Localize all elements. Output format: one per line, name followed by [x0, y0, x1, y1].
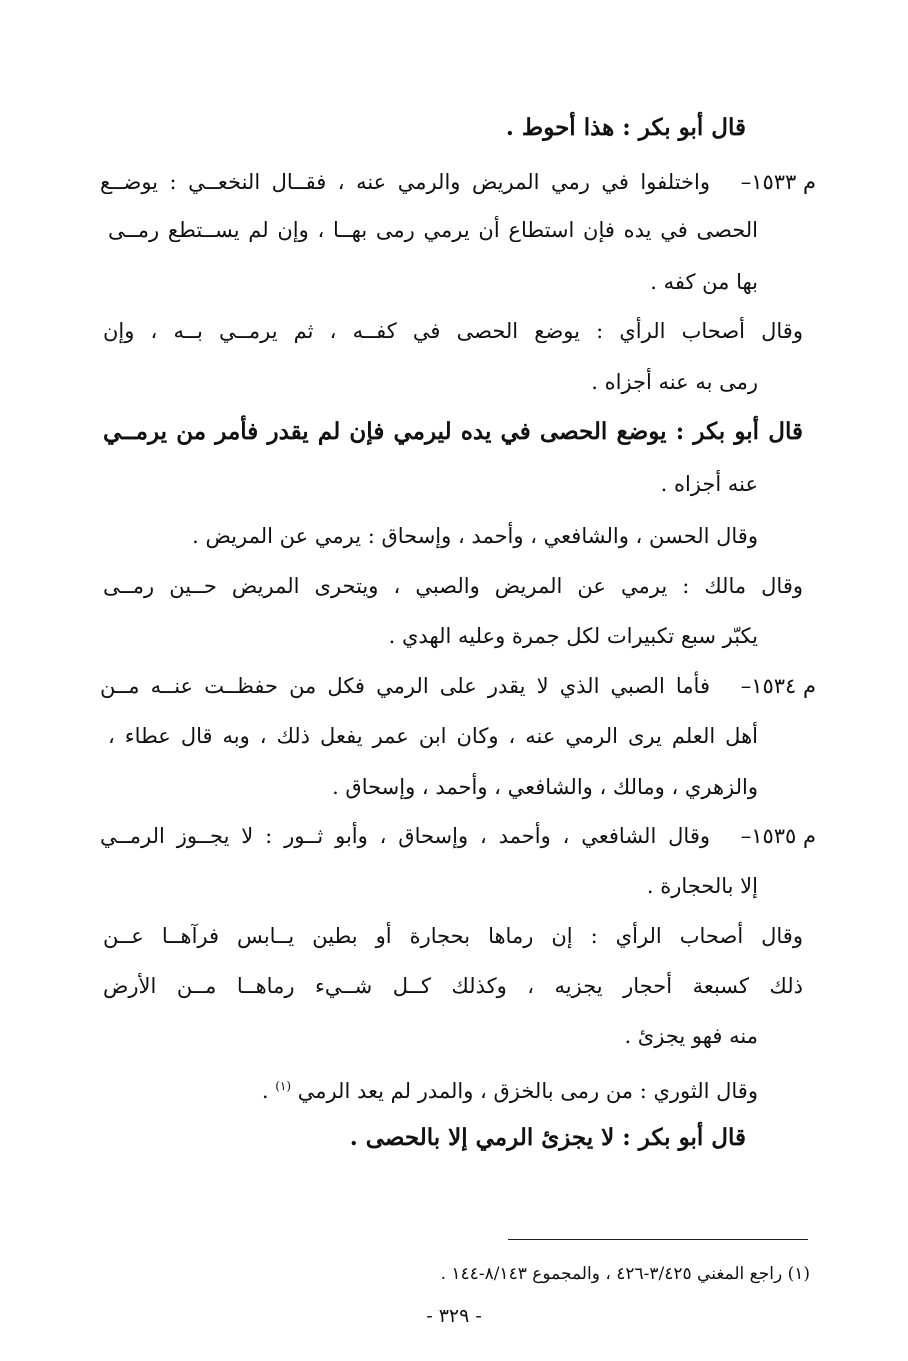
issue-number: م ١٥٣٣– — [740, 170, 816, 194]
issue-number: م ١٥٣٥– — [740, 824, 816, 848]
text-line: إلا بالحجارة . — [646, 874, 758, 898]
footnote-reference: (١) — [275, 1079, 292, 1093]
text-line: قال أبو بكر : هذا أحوط . — [505, 114, 746, 141]
text-line: عنه أجزاه . — [660, 472, 758, 496]
text-line: وقال مالك : يرمي عن المريض والصبي ، ويتحرى المريض حــين رمــى — [103, 574, 803, 598]
issue-number: م ١٥٣٤– — [740, 674, 816, 698]
text-line: الحصى في يده فإن استطاع أن يرمي رمى بهــا ، وإن لم يســتطع رمــى — [108, 218, 758, 242]
text-segment: . — [261, 1079, 269, 1103]
text-line: أهل العلم يرى الرمي عنه ، وكان ابن عمر يفعل ذلك ، وبه قال عطاء ، — [108, 724, 758, 748]
text-segment: وقال الثوري : من رمى بالخزق ، والمدر لم يعد الرمي — [297, 1079, 758, 1103]
footnote-separator — [508, 1239, 808, 1240]
text-line: قال أبو بكر : لا يجزئ الرمي إلا بالحصى . — [349, 1124, 746, 1151]
text-line: وقال الحسن ، والشافعي ، وأحمد ، وإسحاق : يرمي عن المريض . — [192, 524, 758, 548]
footnote: (١) راجع المغني ٣/٤٢٥-٤٢٦ ، والمجموع ٨/١٤٣-١٤٤ . — [440, 1264, 810, 1284]
text-line: والزهري ، ومالك ، والشافعي ، وأحمد ، وإسحاق . — [332, 775, 758, 799]
text-line: يكبّر سبع تكبيرات لكل جمرة وعليه الهدي . — [388, 624, 758, 648]
text-line: بها من كفه . — [650, 270, 758, 294]
text-line-with-note — [262, 1072, 758, 1105]
text-line: منه فهو يجزئ . — [624, 1024, 758, 1048]
text-line: واختلفوا في رمي المريض والرمي عنه ، فقــال النخعــي : يوضــع — [100, 170, 710, 194]
text-line: وقال أصحاب الرأي : إن رماها بحجارة أو بطين يــابس فرآهــا عــن — [103, 924, 803, 948]
text-line: ذلك كسبعة أحجار يجزيه ، وكذلك كــل شــيء رماهــا مــن الأرض — [103, 974, 803, 998]
text-line: وقال أصحاب الرأي : يوضع الحصى في كفــه ، ثم يرمــي بــه ، وإن — [103, 319, 803, 343]
text-line: قال أبو بكر : يوضع الحصى في يده ليرمي فإن لم يقدر فأمر من يرمــي — [103, 418, 803, 445]
text-line: فأما الصبي الذي لا يقدر على الرمي فكل من حفظــت عنــه مــن — [100, 674, 710, 698]
page-number: - ٣٢٩ - — [426, 1305, 482, 1327]
text-line: وقال الشافعي ، وأحمد ، وإسحاق ، وأبو ثــور : لا يجــوز الرمــي — [100, 824, 710, 848]
text-line: رمى به عنه أجزاه . — [591, 370, 758, 394]
